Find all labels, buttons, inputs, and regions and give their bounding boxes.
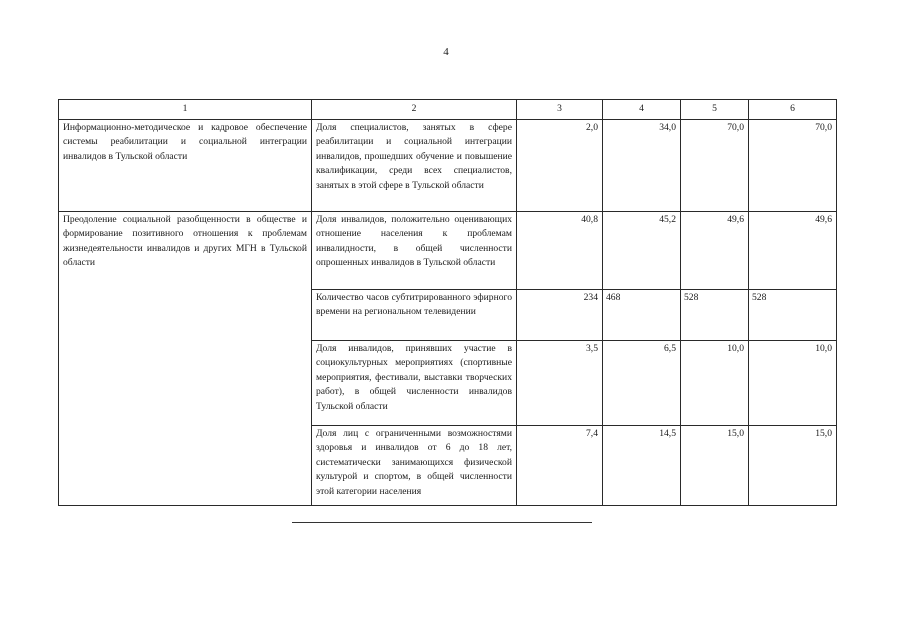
indicator-cell: Доля специалистов, занятых в сфере реабилитации и социальной интеграции инвалидов, прошедших обучение и повышение квалификации, среди всех специалистов, занятых в этой сфере в Тульской области bbox=[312, 119, 517, 211]
column-header: 3 bbox=[517, 100, 603, 120]
value-cell: 2,0 bbox=[517, 119, 603, 211]
indicators-table bbox=[58, 99, 837, 506]
task-cell: Преодоление социальной разобщенности в обществе и формирование позитивного отношения к проблемам жизнедеятельности инвалидов и других МГН в Тульской области bbox=[59, 211, 312, 505]
value-cell: 234 bbox=[517, 289, 603, 340]
column-header: 4 bbox=[603, 100, 681, 120]
page-number: 4 bbox=[443, 46, 449, 58]
bottom-rule bbox=[292, 522, 592, 523]
value-cell: 7,4 bbox=[517, 425, 603, 505]
value-cell: 6,5 bbox=[603, 340, 681, 425]
table-header-row bbox=[59, 100, 837, 120]
indicator-cell: Доля инвалидов, принявших участие в социокультурных мероприятиях (спортивные мероприятия, фестивали, выставки творческих работ), в общей численности инвалидов Тульской области bbox=[312, 340, 517, 425]
value-cell: 3,5 bbox=[517, 340, 603, 425]
table-row bbox=[59, 119, 837, 211]
value-cell: 528 bbox=[749, 289, 837, 340]
table-row bbox=[59, 211, 837, 289]
column-header: 1 bbox=[59, 100, 312, 120]
task-cell: Информационно-методическое и кадровое обеспечение системы реабилитации и социальной интеграции инвалидов в Тульской области bbox=[59, 119, 312, 211]
column-header: 6 bbox=[749, 100, 837, 120]
value-cell: 14,5 bbox=[603, 425, 681, 505]
value-cell: 15,0 bbox=[749, 425, 837, 505]
value-cell: 468 bbox=[603, 289, 681, 340]
indicator-cell: Количество часов субтитрированного эфирного времени на региональном телевидении bbox=[312, 289, 517, 340]
column-header: 2 bbox=[312, 100, 517, 120]
value-cell: 40,8 bbox=[517, 211, 603, 289]
value-cell: 49,6 bbox=[749, 211, 837, 289]
value-cell: 34,0 bbox=[603, 119, 681, 211]
value-cell: 70,0 bbox=[681, 119, 749, 211]
value-cell: 45,2 bbox=[603, 211, 681, 289]
value-cell: 528 bbox=[681, 289, 749, 340]
value-cell: 70,0 bbox=[749, 119, 837, 211]
indicator-cell: Доля лиц с ограниченными возможностями здоровья и инвалидов от 6 до 18 лет, систематически занимающихся физической культурой и спортом, в общей численности этой категории населения bbox=[312, 425, 517, 505]
indicator-cell: Доля инвалидов, положительно оценивающих отношение населения к проблемам инвалидности, в общей численности опрошенных инвалидов в Тульской области bbox=[312, 211, 517, 289]
value-cell: 10,0 bbox=[749, 340, 837, 425]
value-cell: 15,0 bbox=[681, 425, 749, 505]
value-cell: 10,0 bbox=[681, 340, 749, 425]
value-cell: 49,6 bbox=[681, 211, 749, 289]
column-header: 5 bbox=[681, 100, 749, 120]
